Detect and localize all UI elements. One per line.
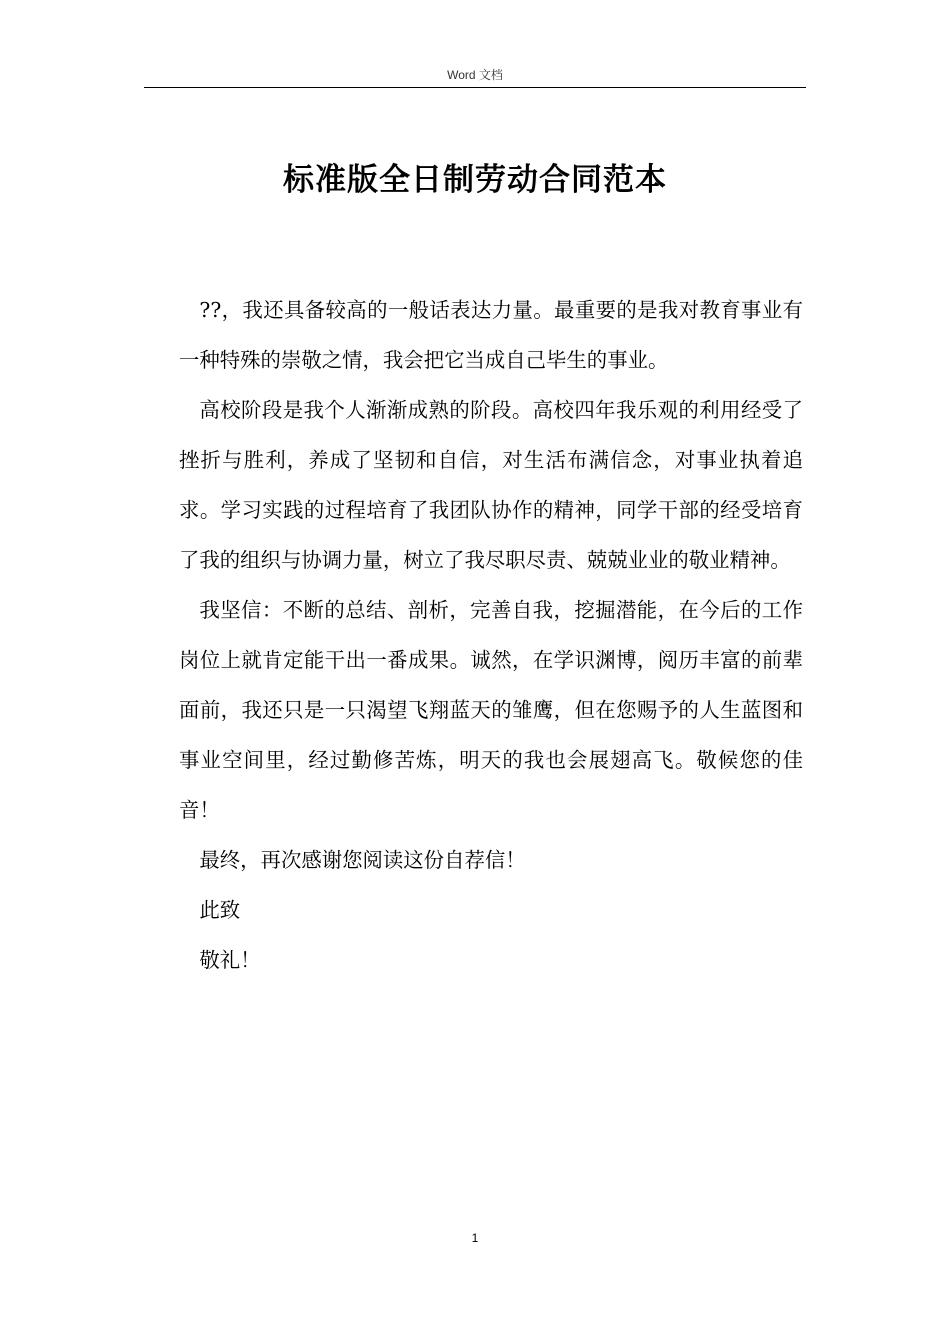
page-number: 1: [471, 1231, 479, 1245]
paragraph: 最终，再次感谢您阅读这份自荐信！: [199, 848, 526, 872]
header-divider: [144, 87, 806, 88]
page-header: Word 文档: [447, 68, 503, 82]
document-title: 标准版全日制劳动合同范本: [283, 162, 667, 198]
paragraph: 高校阶段是我个人渐渐成熟的阶段。高校四年我乐观的利用经受了挫折与胜利，养成了坚韧和自信，对生活布满信念，对事业执着追求。学习实践的过程培育了我团队协作的精神，同学干部的经受培育了我的组织与协调力量，树立了我尽职尽责、兢兢业业的敬业精神。: [179, 398, 803, 572]
paragraph: 我坚信：不断的总结、剖析，完善自我，挖掘潜能，在今后的工作岗位上就肯定能干出一番成果。诚然，在学识渊博，阅历丰富的前辈面前，我还只是一只渴望飞翔蓝天的雏鹰，但在您赐予的人生蓝图和事业空间里，经过勤修苦炼，明天的我也会展翅高飞。敬候您的佳音！: [179, 598, 803, 822]
closing-line: 此致: [199, 898, 241, 922]
paragraph: ??，我还具备较高的一般话表达力量。最重要的是我对教育事业有一种特殊的崇敬之情，我会把它当成自己毕生的事业。: [179, 298, 803, 372]
document-body: [179, 285, 803, 985]
closing-salutation: 敬礼！: [199, 948, 261, 972]
